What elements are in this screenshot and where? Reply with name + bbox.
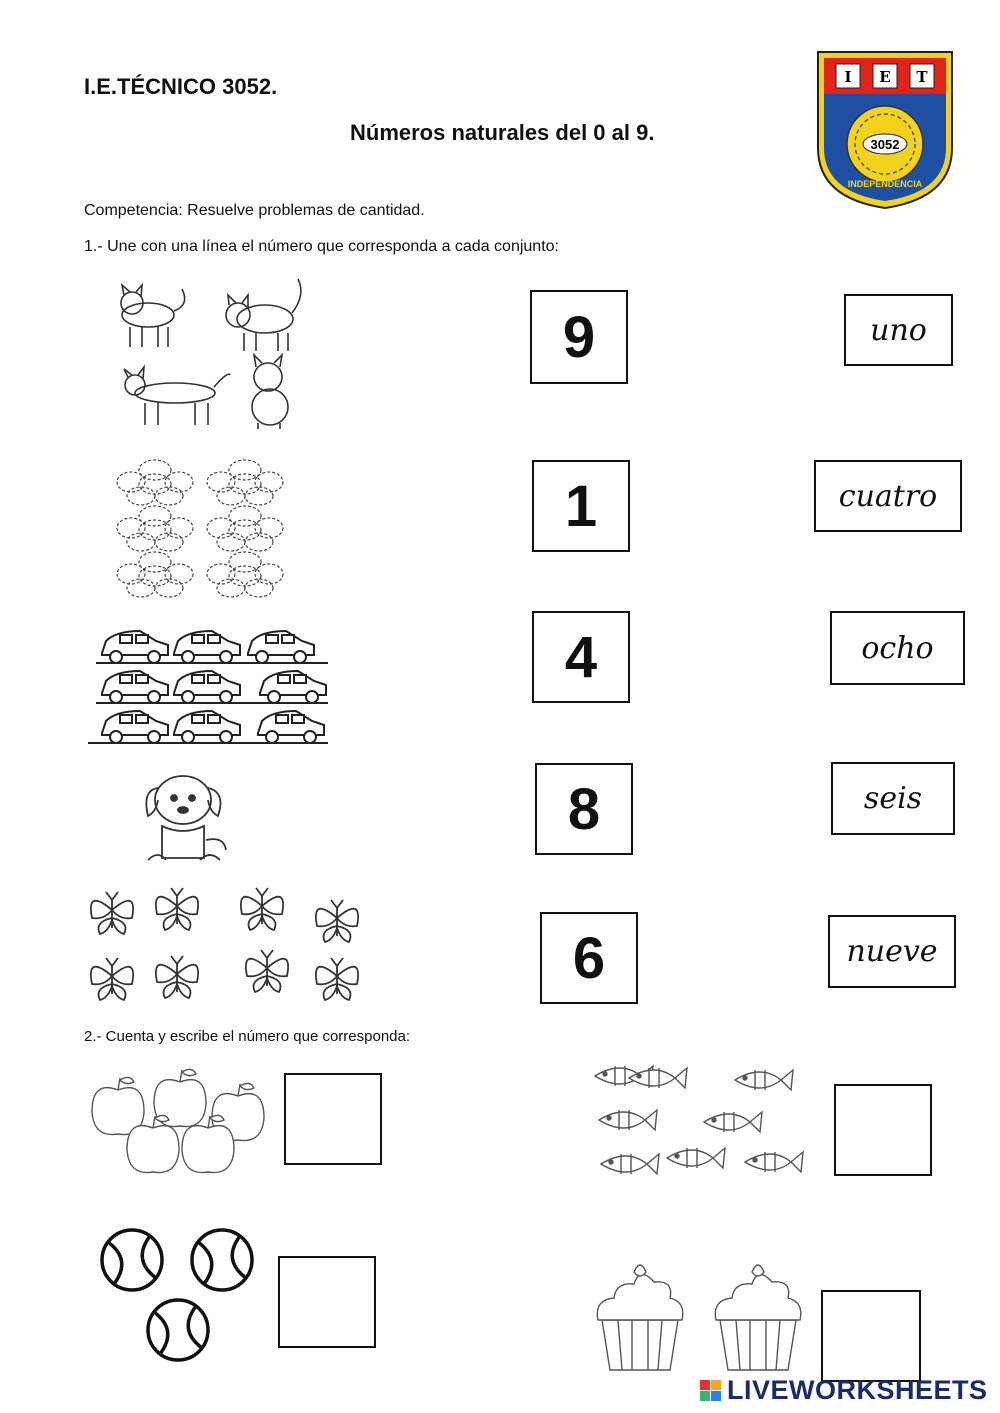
car-icon <box>174 631 240 663</box>
butterfly-icon <box>246 950 288 992</box>
answer-box-balls[interactable] <box>278 1256 376 1348</box>
fish-icon <box>629 1068 687 1088</box>
butterfly-icon <box>156 956 198 998</box>
fish-icon <box>704 1112 762 1132</box>
butterfly-icon <box>316 900 358 942</box>
number-box-5[interactable]: 6 <box>540 912 638 1004</box>
cupcake-icon <box>597 1265 682 1370</box>
flower-icon <box>117 552 193 597</box>
car-icon <box>102 671 168 703</box>
set-cupcakes <box>592 1246 812 1376</box>
butterfly-icon <box>316 958 358 1000</box>
answer-box-apples[interactable] <box>284 1073 382 1165</box>
set-balls <box>100 1226 260 1371</box>
butterfly-icon <box>156 888 198 930</box>
cupcake-icon <box>715 1265 800 1370</box>
ball-icon <box>192 1230 252 1290</box>
fish-icon <box>601 1154 659 1174</box>
set-cats <box>110 275 310 435</box>
school-logo <box>812 48 958 212</box>
word-box-1[interactable]: uno <box>844 294 953 366</box>
flower-icon <box>117 460 193 505</box>
logo-number: 3052 <box>870 137 900 152</box>
fish-icon <box>745 1152 803 1172</box>
ball-icon <box>148 1300 208 1360</box>
word-box-2[interactable]: cuatro <box>814 460 962 532</box>
set-flowers <box>110 458 295 598</box>
flower-icon <box>207 460 283 505</box>
word-box-3[interactable]: ocho <box>830 611 965 685</box>
fish-icon <box>599 1110 657 1130</box>
page-title: Números naturales del 0 al 9. <box>350 120 655 145</box>
logo-motto: INDEPENDENCIA <box>847 179 923 189</box>
flower-icon <box>117 506 193 551</box>
school-name: I.E.TÉCNICO 3052. <box>84 74 278 99</box>
cat-icon <box>121 285 185 347</box>
apple-icon <box>92 1077 144 1134</box>
car-icon <box>260 671 326 703</box>
answer-box-cupcakes[interactable] <box>821 1290 921 1382</box>
puppy-icon <box>128 770 238 870</box>
butterfly-icon <box>241 888 283 930</box>
number-box-1[interactable]: 9 <box>530 290 628 384</box>
exercise2-instruction: 2.- Cuenta y escribe el número que corresponda: <box>84 1028 411 1045</box>
number-box-4[interactable]: 8 <box>535 763 633 855</box>
number-box-2[interactable]: 1 <box>532 460 630 552</box>
brand-text: LIVEWORKSHEETS <box>727 1375 988 1405</box>
competence-text: Competencia: Resuelve problemas de cantidad. <box>84 202 425 219</box>
exercise1-instruction: 1.- Une con una línea el número que corresponda a cada conjunto: <box>84 238 559 255</box>
cat-icon <box>252 355 288 429</box>
fish-icon <box>735 1070 793 1090</box>
cat-icon <box>124 367 230 425</box>
car-icon <box>102 631 168 663</box>
ball-icon <box>102 1230 162 1290</box>
butterfly-icon <box>91 958 133 1000</box>
liveworksheets-logo-icon <box>700 1380 721 1401</box>
cat-icon <box>226 279 301 351</box>
flower-icon <box>207 552 283 597</box>
set-butterflies <box>82 882 382 1007</box>
car-icon <box>102 711 168 743</box>
number-box-3[interactable]: 4 <box>532 611 630 703</box>
logo-letter: I <box>844 68 852 86</box>
car-icon <box>248 631 314 663</box>
logo-letter: T <box>916 68 928 86</box>
liveworksheets-brand[interactable] <box>700 1375 988 1406</box>
answer-box-fish[interactable] <box>834 1084 932 1176</box>
fish-icon <box>667 1148 725 1168</box>
word-box-4[interactable]: seis <box>831 762 955 835</box>
car-icon <box>174 711 240 743</box>
set-cars <box>88 625 333 750</box>
word-box-5[interactable]: nueve <box>828 915 956 988</box>
car-icon <box>258 711 324 743</box>
butterfly-icon <box>91 892 133 934</box>
car-icon <box>174 671 240 703</box>
logo-letter: E <box>879 68 891 86</box>
set-fish <box>585 1058 815 1218</box>
flower-icon <box>207 506 283 551</box>
set-apples <box>88 1058 273 1178</box>
